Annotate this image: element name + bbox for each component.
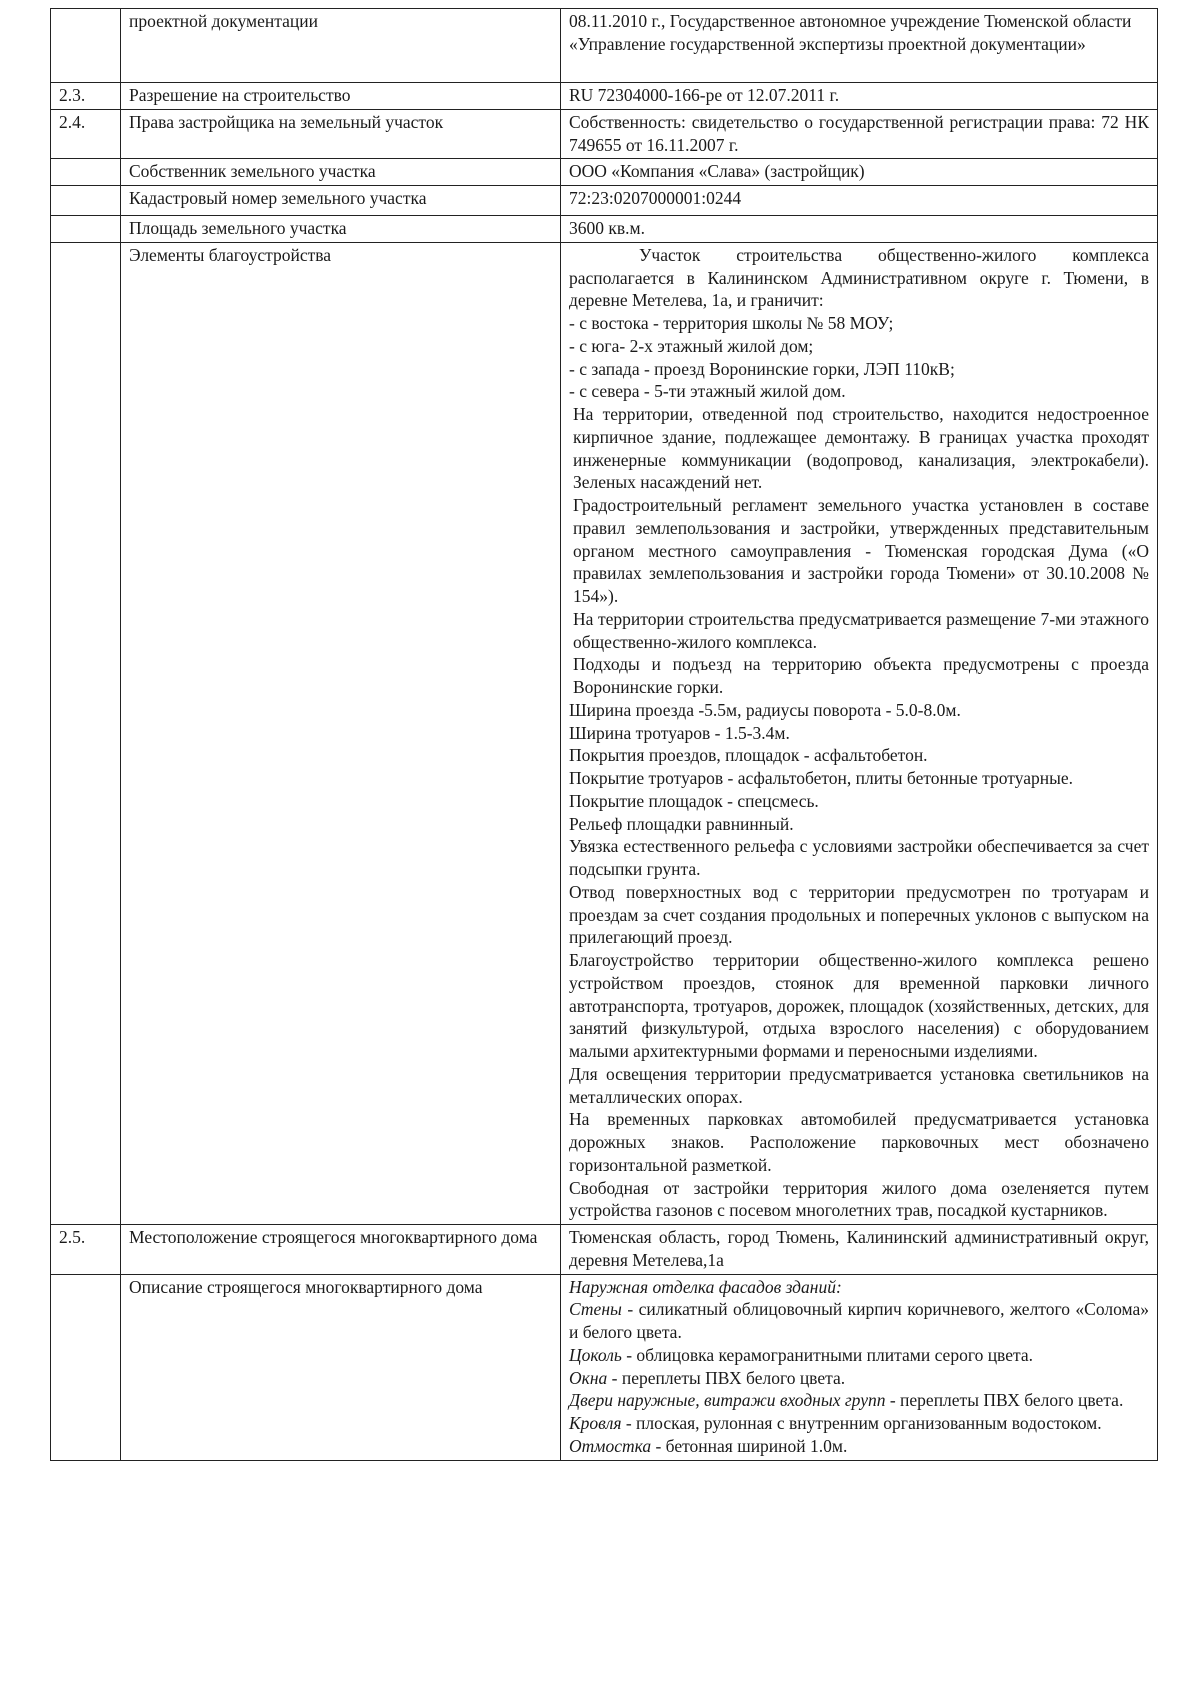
table-row-land-rights: [51, 109, 1158, 159]
row-number: 2.4.: [51, 109, 121, 159]
facade-text: - бетонная шириной 1.0м.: [651, 1435, 848, 1456]
facade-text: - переплеты ПВХ белого цвета.: [885, 1390, 1124, 1411]
landscaping-paragraph: Покрытие тротуаров - асфальтобетон, плиты бетонные тротуарные.: [569, 768, 1074, 788]
row-value: [561, 1274, 1158, 1460]
landscaping-paragraph: - с юга- 2-х этажный жилой дом;: [569, 335, 814, 356]
row-value: 08.11.2010 г., Государственное автономное учреждение Тюменской области «Управление государственной экспертизы проектной документации»: [561, 9, 1158, 83]
table-row-landscaping: [51, 242, 1158, 1224]
row-label: Права застройщика на земельный участок: [121, 109, 561, 159]
row-value: RU 72304000-166-ре от 12.07.2011 г.: [561, 83, 1158, 110]
landscaping-paragraph: Для освещения территории предусматривается установка светильников на металлических опорах.: [569, 1063, 1149, 1107]
landscaping-paragraph: Участок строительства общественно-жилого комплекса располагается в Калининском Административном округе г. Тюмени, в деревне Метелева, 1а, и граничит:: [569, 244, 1149, 311]
facade-term: Кровля: [569, 1413, 622, 1433]
facade-text: - силикатный облицовочный кирпич коричневого, желтого «Солома» и белого цвета.: [569, 1299, 1149, 1342]
landscaping-paragraph: Покрытие площадок - спецсмесь.: [569, 790, 819, 811]
facade-text: - переплеты ПВХ белого цвета.: [607, 1367, 846, 1388]
landscaping-paragraph: Свободная от застройки территория жилого дома озеленяется путем устройства газонов с посевом многолетних трав, посадкой кустарников.: [569, 1177, 1149, 1221]
row-label: Описание строящегося многоквартирного дома: [121, 1274, 561, 1460]
facade-item: [569, 1367, 1149, 1390]
row-value: Тюменская область, город Тюмень, Калининский административный округ, деревня Метелева,1а: [561, 1225, 1158, 1275]
row-label: Элементы благоустройства: [121, 242, 561, 1224]
table-row-location: [51, 1225, 1158, 1275]
row-number: 2.3.: [51, 83, 121, 110]
landscaping-paragraph: Градостроительный регламент земельного участка установлен в составе правил землепользования и застройки, утвержденных представительным органом местного самоуправления - Тюменская городская Дума («О правилах землепользования и застройки города Тюмени» от 30.10.2008 № 154»).: [573, 495, 1149, 606]
facade-item: [569, 1298, 1149, 1344]
table-row-expertise: [51, 9, 1158, 83]
table-row-land-owner: [51, 159, 1158, 186]
facade-term: Окна: [569, 1367, 608, 1388]
landscaping-paragraph: Рельеф площадки равнинный.: [569, 813, 794, 834]
landscaping-paragraph: Отвод поверхностных вод с территории предусмотрен по тротуарам и проездам за счет создания продольных и поперечных уклонов с выпуском на прилегающий проезд.: [569, 881, 1149, 948]
row-label: Местоположение строящегося многоквартирного дома: [121, 1225, 561, 1275]
row-number: 2.5.: [51, 1225, 121, 1275]
row-label: Собственник земельного участка: [121, 159, 561, 186]
facade-item: [569, 1344, 1149, 1367]
landscaping-paragraph: Благоустройство территории общественно-жилого комплекса решено устройством проездов, стоянок для временной парковки личного автотранспорта, тротуаров, дорожек, площадок (хозяйственных, детских, для занятий физкультурой, отдыха взрослого населения) с оборудованием малыми архитектурными формами и переносными изделиями.: [569, 950, 1149, 1061]
row-value: 72:23:0207000001:0244: [561, 186, 1158, 216]
landscaping-paragraph: Ширина проезда -5.5м, радиусы поворота - 5.0-8.0м.: [569, 699, 961, 720]
landscaping-paragraph: - с запада - проезд Воронинские горки, ЛЭП 110кВ;: [569, 358, 955, 379]
landscaping-paragraph: На территории, отведенной под строительство, находится недостроенное кирпичное здание, подлежащее демонтажу. В границах участка проходят инженерные коммуникации (водопровод, канализация, электрокабели). Зеленых насаждений нет.: [573, 404, 1149, 493]
landscaping-paragraph: - с востока - территория школы № 58 МОУ;: [569, 313, 894, 333]
landscaping-paragraph: На временных парковках автомобилей предусматривается установка дорожных знаков. Расположение парковочных мест обозначено горизонтальной разметкой.: [569, 1109, 1149, 1175]
row-number: [51, 159, 121, 186]
landscaping-paragraph: На территории строительства предусматривается размещение 7-ми этажного общественно-жилого комплекса.: [573, 608, 1149, 652]
row-number: [51, 216, 121, 243]
facade-item: [569, 1389, 1149, 1412]
row-value: [561, 242, 1158, 1224]
landscaping-paragraph: - с севера - 5-ти этажный жилой дом.: [569, 381, 846, 402]
table-row-building-permit: [51, 83, 1158, 110]
row-number: [51, 9, 121, 83]
facade-term: Цоколь: [569, 1344, 622, 1365]
row-label: Площадь земельного участка: [121, 216, 561, 243]
table-row-building-description: [51, 1274, 1158, 1460]
row-number: [51, 242, 121, 1224]
table-row-land-area: [51, 216, 1158, 243]
row-number: [51, 1274, 121, 1460]
facade-term: Двери наружные, витражи входных групп: [569, 1390, 886, 1411]
facade-item: [569, 1412, 1149, 1435]
landscaping-paragraph: Увязка естественного рельефа с условиями застройки обеспечивается за счет подсыпки грунта.: [569, 836, 1149, 879]
facade-term: Отмостка: [569, 1435, 652, 1456]
row-value: Собственность: свидетельство о государственной регистрации права: 72 НК 749655 от 16.11.2007 г.: [561, 109, 1158, 159]
landscaping-paragraph: Ширина тротуаров - 1.5-3.4м.: [569, 722, 790, 743]
facade-text: - облицовка керамогранитными плитами серого цвета.: [621, 1344, 1033, 1365]
facade-text: - плоская, рулонная с внутренним организованным водостоком.: [621, 1413, 1102, 1433]
row-value: 3600 кв.м.: [561, 216, 1158, 243]
facade-item: [569, 1435, 1149, 1458]
row-label: Кадастровый номер земельного участка: [121, 186, 561, 216]
facade-heading: Наружная отделка фасадов зданий:: [569, 1276, 842, 1297]
document-table: [50, 8, 1158, 1461]
facade-term: Стены: [569, 1299, 622, 1320]
row-value: ООО «Компания «Слава» (застройщик): [561, 159, 1158, 186]
row-label: проектной документации: [121, 9, 561, 83]
landscaping-paragraph: Покрытия проездов, площадок - асфальтобетон.: [569, 745, 928, 766]
row-label: Разрешение на строительство: [121, 83, 561, 110]
landscaping-paragraph: Подходы и подъезд на территорию объекта предусмотрены с проезда Воронинские горки.: [573, 654, 1149, 697]
row-number: [51, 186, 121, 216]
table-row-cadastral-number: [51, 186, 1158, 216]
